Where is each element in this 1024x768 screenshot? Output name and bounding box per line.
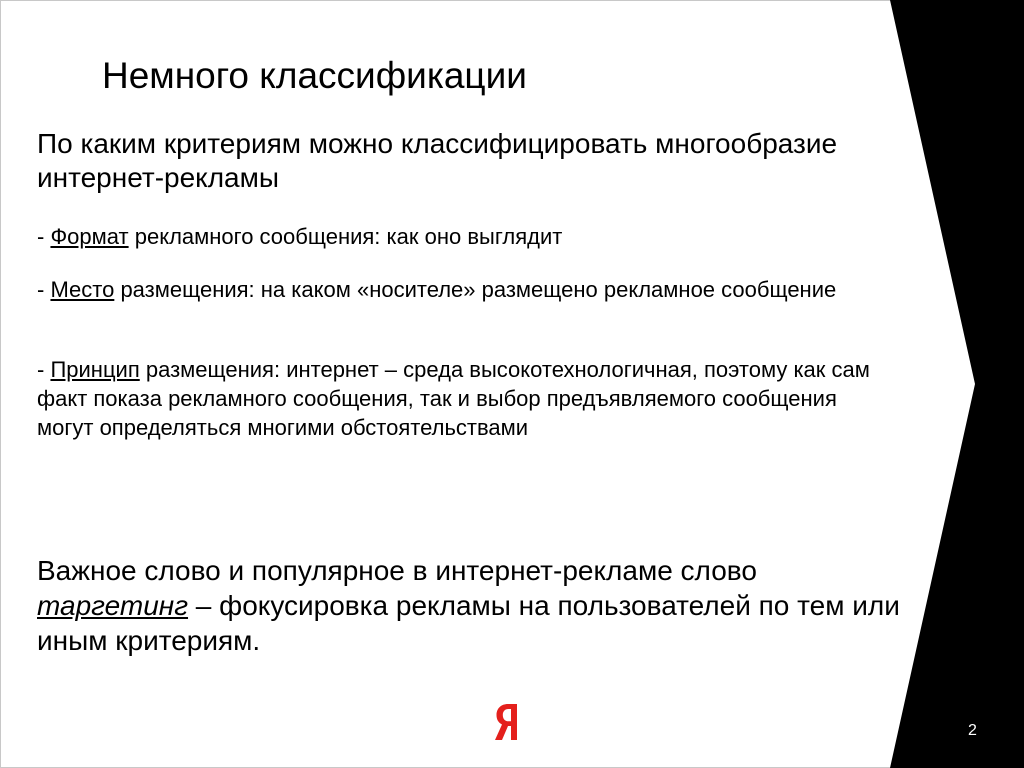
criterion-dash: - xyxy=(37,224,51,249)
key-word-term: таргетинг xyxy=(37,590,189,621)
slide-title: Немного классификации xyxy=(102,55,527,96)
criterion-place xyxy=(37,275,887,304)
criterion-text: размещения: интернет – среда высокотехнологичная, поэтому как сам факт показа рекламного сообщения, так и выбор предъявляемого сообщения могут определяться многими обстоятельствами xyxy=(37,357,870,440)
yandex-logo-icon xyxy=(494,700,524,744)
key-word-paragraph xyxy=(37,553,907,658)
criterion-term-principle: Принцип xyxy=(50,357,140,382)
criterion-text: размещения: на каком «носителе» размещено рекламное сообщение xyxy=(114,277,837,302)
criterion-principle xyxy=(37,355,887,442)
criterion-format xyxy=(37,222,887,251)
key-word-after: – фокусировка рекламы на пользователей по тем или иным критериям. xyxy=(37,590,900,656)
criterion-text: рекламного сообщения: как оно выглядит xyxy=(128,224,563,249)
page-number: 2 xyxy=(968,722,977,739)
criterion-term-format: Формат xyxy=(50,224,129,249)
criterion-dash: - xyxy=(37,357,51,382)
criterion-term-place: Место xyxy=(50,277,115,302)
intro-paragraph: По каким критериям можно классифицировать многообразие интернет-рекламы xyxy=(37,128,838,193)
criterion-dash: - xyxy=(37,277,51,302)
key-word-before: Важное слово и популярное в интернет-рекламе слово xyxy=(37,555,757,586)
